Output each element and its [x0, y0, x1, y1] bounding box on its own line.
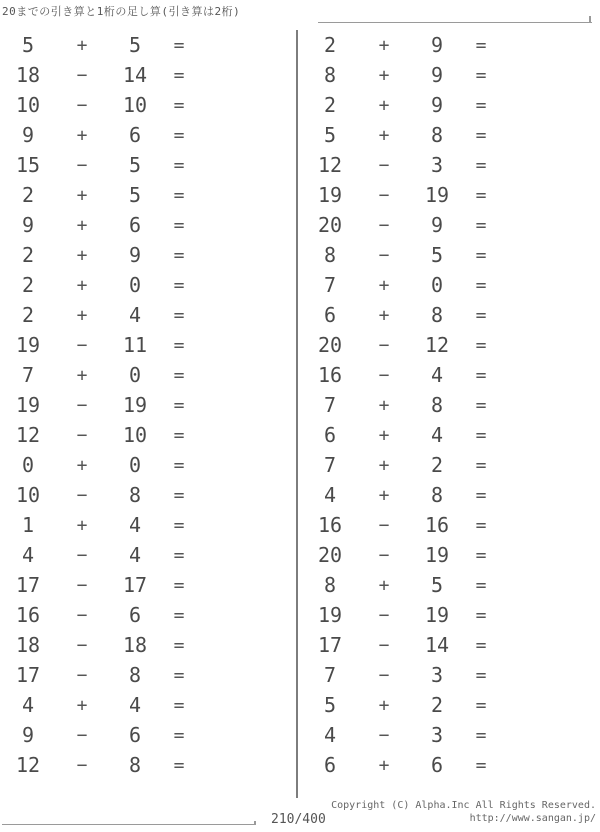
operator: − — [76, 94, 88, 116]
equals-sign: = — [173, 634, 185, 656]
operator: + — [76, 184, 88, 206]
equals-sign: = — [173, 304, 185, 326]
column-divider-line — [296, 30, 298, 798]
operand-b: 0 — [128, 273, 142, 297]
operand-a: 19 — [15, 333, 41, 357]
operator: + — [378, 424, 390, 446]
problem-row — [0, 120, 290, 150]
operand-a: 7 — [323, 663, 337, 687]
problem-row — [0, 480, 290, 510]
operand-a: 4 — [323, 723, 337, 747]
operator: + — [378, 34, 390, 56]
operand-a: 12 — [15, 423, 41, 447]
problem-row — [0, 630, 290, 660]
operand-b: 6 — [430, 753, 444, 777]
operand-b: 8 — [430, 483, 444, 507]
operand-a: 2 — [21, 243, 35, 267]
equals-sign: = — [173, 694, 185, 716]
problem-row — [0, 150, 290, 180]
operand-b: 8 — [430, 123, 444, 147]
operator: − — [76, 484, 88, 506]
operand-b: 4 — [430, 363, 444, 387]
operator: + — [76, 304, 88, 326]
operand-a: 1 — [21, 513, 35, 537]
equals-sign: = — [475, 544, 487, 566]
equals-sign: = — [475, 304, 487, 326]
operand-b: 9 — [430, 63, 444, 87]
operand-a: 12 — [317, 153, 343, 177]
operand-a: 2 — [323, 33, 337, 57]
operand-a: 4 — [21, 693, 35, 717]
problem-row — [302, 420, 592, 450]
operand-a: 19 — [15, 393, 41, 417]
operator: + — [76, 454, 88, 476]
operand-a: 18 — [15, 633, 41, 657]
operand-a: 7 — [323, 273, 337, 297]
operand-b: 3 — [430, 723, 444, 747]
operand-b: 9 — [128, 243, 142, 267]
operator: − — [76, 664, 88, 686]
operand-a: 9 — [21, 723, 35, 747]
operator: + — [76, 214, 88, 236]
equals-sign: = — [475, 64, 487, 86]
operand-b: 19 — [424, 543, 450, 567]
operand-a: 4 — [21, 543, 35, 567]
worksheet-title: 20までの引き算と1桁の足し算(引き算は2桁) — [2, 5, 241, 18]
problem-row — [0, 240, 290, 270]
problem-row — [0, 570, 290, 600]
equals-sign: = — [475, 394, 487, 416]
operand-b: 5 — [430, 243, 444, 267]
problem-row — [0, 540, 290, 570]
equals-sign: = — [475, 154, 487, 176]
operator: + — [76, 244, 88, 266]
problem-row — [0, 600, 290, 630]
operator: − — [378, 244, 390, 266]
operand-b: 8 — [430, 393, 444, 417]
operand-b: 4 — [430, 423, 444, 447]
operand-b: 4 — [128, 543, 142, 567]
operand-b: 9 — [430, 213, 444, 237]
operand-b: 4 — [128, 693, 142, 717]
footer-rule — [2, 824, 254, 825]
equals-sign: = — [475, 334, 487, 356]
operand-a: 6 — [323, 423, 337, 447]
operator: + — [378, 454, 390, 476]
operator: − — [76, 154, 88, 176]
operand-b: 8 — [430, 303, 444, 327]
operand-b: 12 — [424, 333, 450, 357]
problem-row — [0, 660, 290, 690]
operand-a: 17 — [15, 663, 41, 687]
operand-a: 16 — [15, 603, 41, 627]
equals-sign: = — [173, 394, 185, 416]
operand-a: 10 — [15, 483, 41, 507]
operand-b: 14 — [424, 633, 450, 657]
problem-row — [0, 450, 290, 480]
problem-row — [302, 600, 592, 630]
problem-row — [302, 270, 592, 300]
operator: − — [76, 634, 88, 656]
operator: − — [76, 334, 88, 356]
operand-b: 6 — [128, 603, 142, 627]
operator: − — [76, 724, 88, 746]
problem-row — [302, 300, 592, 330]
equals-sign: = — [475, 424, 487, 446]
problem-row — [302, 630, 592, 660]
equals-sign: = — [475, 274, 487, 296]
equals-sign: = — [173, 574, 185, 596]
problem-row — [0, 510, 290, 540]
copyright-block — [331, 799, 596, 825]
operand-a: 8 — [323, 243, 337, 267]
right-column-top-rule — [318, 22, 592, 23]
operand-b: 9 — [430, 93, 444, 117]
problem-row — [302, 690, 592, 720]
operator: − — [378, 544, 390, 566]
operator: + — [378, 484, 390, 506]
operand-b: 8 — [128, 483, 142, 507]
operator: + — [378, 694, 390, 716]
operand-a: 12 — [15, 753, 41, 777]
problem-row — [302, 30, 592, 60]
operand-b: 14 — [122, 63, 148, 87]
operand-b: 16 — [424, 513, 450, 537]
operand-b: 6 — [128, 723, 142, 747]
equals-sign: = — [475, 364, 487, 386]
operand-b: 17 — [122, 573, 148, 597]
operator: − — [76, 604, 88, 626]
equals-sign: = — [475, 214, 487, 236]
problem-row — [0, 60, 290, 90]
problem-row — [302, 180, 592, 210]
operator: − — [76, 64, 88, 86]
equals-sign: = — [475, 94, 487, 116]
equals-sign: = — [173, 94, 185, 116]
equals-sign: = — [173, 274, 185, 296]
problem-row — [0, 330, 290, 360]
problem-row — [0, 750, 290, 780]
equals-sign: = — [173, 424, 185, 446]
problem-row — [302, 510, 592, 540]
equals-sign: = — [173, 514, 185, 536]
equals-sign: = — [475, 484, 487, 506]
operator: − — [378, 724, 390, 746]
problem-row — [0, 300, 290, 330]
problem-row — [302, 750, 592, 780]
problems-column-right — [302, 30, 592, 780]
operator: − — [378, 334, 390, 356]
operand-b: 0 — [128, 453, 142, 477]
operand-a: 8 — [323, 63, 337, 87]
operator: − — [76, 544, 88, 566]
equals-sign: = — [475, 34, 487, 56]
equals-sign: = — [173, 124, 185, 146]
footer-rule-tick — [254, 821, 256, 825]
operator: + — [378, 754, 390, 776]
operator: + — [378, 94, 390, 116]
problem-row — [302, 450, 592, 480]
operand-a: 5 — [21, 33, 35, 57]
equals-sign: = — [475, 724, 487, 746]
equals-sign: = — [173, 604, 185, 626]
operator: + — [378, 274, 390, 296]
equals-sign: = — [475, 184, 487, 206]
equals-sign: = — [173, 484, 185, 506]
operand-a: 19 — [317, 183, 343, 207]
operator: − — [378, 214, 390, 236]
operand-b: 11 — [122, 333, 148, 357]
operator: − — [76, 574, 88, 596]
problem-row — [302, 360, 592, 390]
problem-row — [302, 390, 592, 420]
problem-row — [302, 90, 592, 120]
operand-a: 7 — [21, 363, 35, 387]
problems-column-left — [0, 30, 290, 780]
operator: − — [378, 154, 390, 176]
equals-sign: = — [173, 244, 185, 266]
operand-b: 5 — [128, 33, 142, 57]
operator: + — [76, 514, 88, 536]
operator: + — [76, 364, 88, 386]
operand-b: 8 — [128, 753, 142, 777]
copyright-url: http://www.sangan.jp/ — [469, 813, 596, 824]
operand-b: 10 — [122, 423, 148, 447]
operand-a: 6 — [323, 303, 337, 327]
operator: − — [378, 664, 390, 686]
equals-sign: = — [475, 574, 487, 596]
operand-a: 16 — [317, 363, 343, 387]
operand-b: 2 — [430, 453, 444, 477]
operand-b: 9 — [430, 33, 444, 57]
operand-b: 8 — [128, 663, 142, 687]
operand-a: 6 — [323, 753, 337, 777]
problem-row — [0, 180, 290, 210]
operand-b: 3 — [430, 663, 444, 687]
equals-sign: = — [475, 754, 487, 776]
operand-a: 17 — [15, 573, 41, 597]
operator: − — [76, 394, 88, 416]
operand-b: 19 — [122, 393, 148, 417]
problem-row — [0, 690, 290, 720]
problem-row — [302, 120, 592, 150]
problem-row — [0, 720, 290, 750]
operator: + — [76, 694, 88, 716]
equals-sign: = — [173, 754, 185, 776]
operand-b: 10 — [122, 93, 148, 117]
operator: − — [76, 424, 88, 446]
equals-sign: = — [173, 334, 185, 356]
problem-row — [302, 660, 592, 690]
operand-b: 0 — [128, 363, 142, 387]
problem-row — [302, 540, 592, 570]
operand-a: 16 — [317, 513, 343, 537]
operand-a: 2 — [21, 303, 35, 327]
operand-a: 0 — [21, 453, 35, 477]
page-number: 210/400 — [271, 812, 326, 827]
equals-sign: = — [475, 124, 487, 146]
operand-a: 8 — [323, 573, 337, 597]
operand-a: 20 — [317, 213, 343, 237]
problem-row — [302, 60, 592, 90]
operator: − — [378, 604, 390, 626]
operand-a: 15 — [15, 153, 41, 177]
operator: + — [378, 304, 390, 326]
operand-a: 18 — [15, 63, 41, 87]
equals-sign: = — [475, 514, 487, 536]
operand-a: 5 — [323, 693, 337, 717]
equals-sign: = — [475, 634, 487, 656]
operator: + — [378, 394, 390, 416]
problem-row — [302, 480, 592, 510]
operand-b: 6 — [128, 213, 142, 237]
problem-row — [302, 150, 592, 180]
problem-row — [0, 90, 290, 120]
equals-sign: = — [173, 544, 185, 566]
problem-row — [0, 30, 290, 60]
operand-b: 2 — [430, 693, 444, 717]
operand-a: 7 — [323, 393, 337, 417]
operator: + — [378, 574, 390, 596]
copyright-text: Copyright (C) Alpha.Inc All Rights Reserved. — [331, 800, 596, 811]
equals-sign: = — [173, 184, 185, 206]
equals-sign: = — [173, 214, 185, 236]
operator: + — [378, 64, 390, 86]
equals-sign: = — [475, 244, 487, 266]
equals-sign: = — [173, 64, 185, 86]
operand-a: 17 — [317, 633, 343, 657]
operand-b: 5 — [128, 153, 142, 177]
problem-row — [302, 720, 592, 750]
equals-sign: = — [173, 724, 185, 746]
operand-a: 2 — [323, 93, 337, 117]
operand-a: 9 — [21, 213, 35, 237]
problem-row — [0, 270, 290, 300]
operand-a: 2 — [21, 273, 35, 297]
operand-b: 18 — [122, 633, 148, 657]
equals-sign: = — [173, 664, 185, 686]
operand-b: 4 — [128, 303, 142, 327]
operand-b: 19 — [424, 183, 450, 207]
equals-sign: = — [475, 604, 487, 626]
operand-a: 10 — [15, 93, 41, 117]
equals-sign: = — [475, 454, 487, 476]
operand-b: 3 — [430, 153, 444, 177]
operand-b: 6 — [128, 123, 142, 147]
operand-a: 19 — [317, 603, 343, 627]
problem-row — [0, 390, 290, 420]
equals-sign: = — [173, 454, 185, 476]
problem-row — [0, 420, 290, 450]
problem-row — [302, 330, 592, 360]
operand-a: 20 — [317, 333, 343, 357]
operand-a: 9 — [21, 123, 35, 147]
operand-a: 7 — [323, 453, 337, 477]
problem-row — [302, 210, 592, 240]
operand-a: 5 — [323, 123, 337, 147]
operand-b: 4 — [128, 513, 142, 537]
operand-a: 20 — [317, 543, 343, 567]
equals-sign: = — [173, 34, 185, 56]
operator: − — [378, 514, 390, 536]
operator: + — [76, 34, 88, 56]
operator: + — [378, 124, 390, 146]
operator: − — [378, 184, 390, 206]
equals-sign: = — [475, 694, 487, 716]
operand-a: 2 — [21, 183, 35, 207]
operand-b: 5 — [128, 183, 142, 207]
operand-b: 19 — [424, 603, 450, 627]
problem-row — [302, 570, 592, 600]
top-rule-tick — [589, 16, 591, 22]
problem-row — [302, 240, 592, 270]
operator: − — [378, 634, 390, 656]
operand-a: 4 — [323, 483, 337, 507]
operator: + — [76, 274, 88, 296]
operator: − — [378, 364, 390, 386]
equals-sign: = — [173, 154, 185, 176]
operator: + — [76, 124, 88, 146]
problem-row — [0, 360, 290, 390]
operand-b: 5 — [430, 573, 444, 597]
equals-sign: = — [475, 664, 487, 686]
operator: − — [76, 754, 88, 776]
operand-b: 0 — [430, 273, 444, 297]
problem-row — [0, 210, 290, 240]
equals-sign: = — [173, 364, 185, 386]
